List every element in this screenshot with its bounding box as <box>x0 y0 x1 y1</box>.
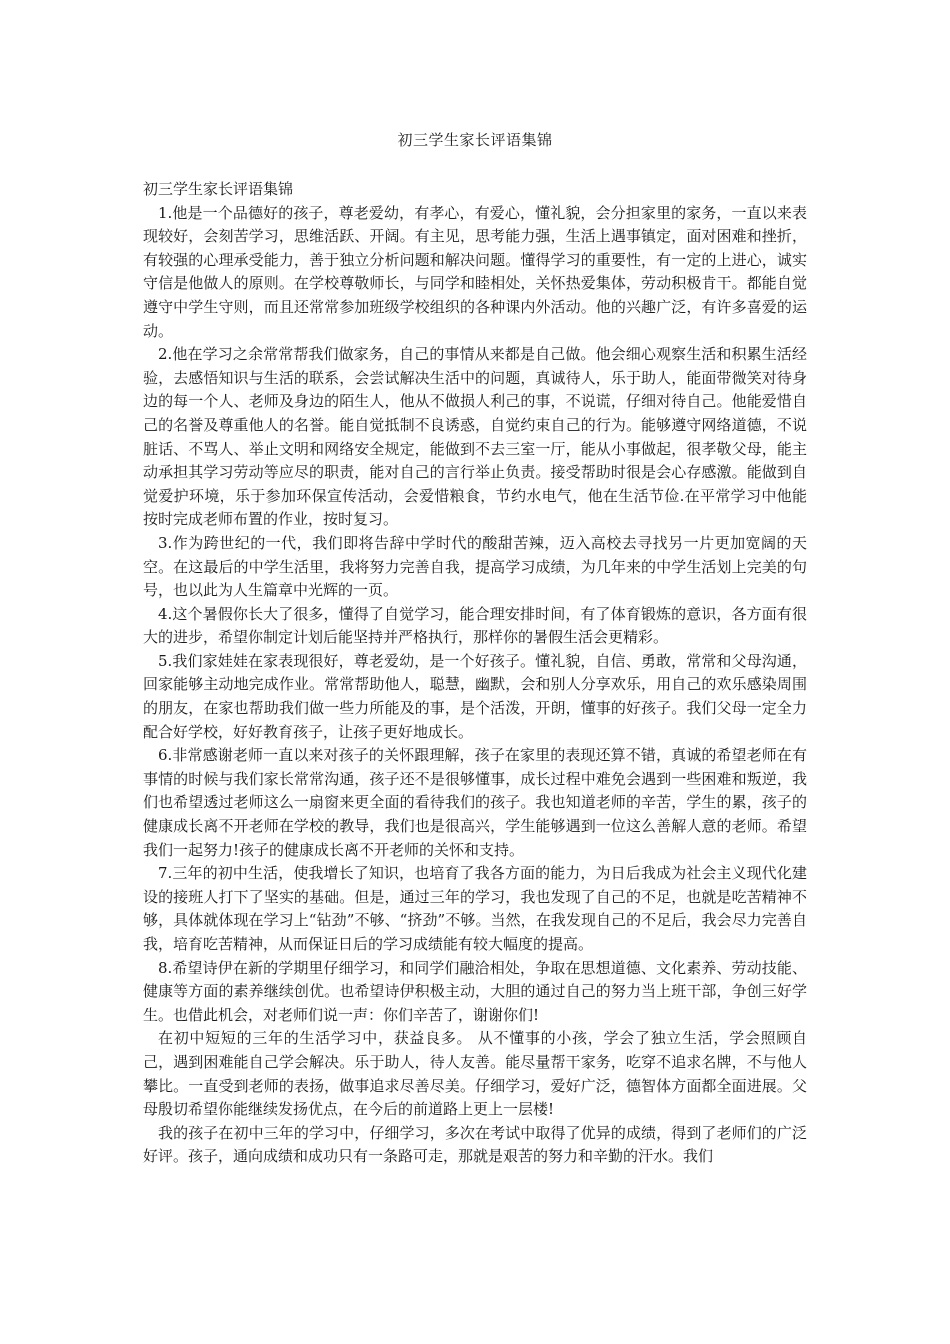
paragraph-2: 2.他在学习之余常常帮我们做家务，自己的事情从来都是自己做。他会细心观察生活和积累生活经验，去感悟知识与生活的联系，会尝试解决生活中的问题，真诚待人，乐于助人，能面带微笑对待身边的每一个人、老师及身边的陌生人，他从不做损人利己的事，不说谎，仔细对待自己。他能爱惜自己的名誉及尊重他人的名誉。能自觉抵制不良诱惑，自觉约束自己的行为。能够遵守网络道德，不说脏话、不骂人、举止文明和网络安全规定，能做到不去三室一厅，能从小事做起，很孝敬父母，能主动承担其学习劳动等应尽的职责，能对自己的言行举止负责。接受帮助时很是会心存感激。能做到自觉爱护环境，乐于参加环保宣传活动，会爱惜粮食，节约水电气，他在生活节俭.在平常学习中他能按时完成老师布置的作业，按时复习。 <box>143 345 807 529</box>
paragraph-6: 6.非常感谢老师一直以来对孩子的关怀跟理解，孩子在家里的表现还算不错，真诚的希望老师在有事情的时候与我们家长常常沟通，孩子还不是很够懂事，成长过程中难免会遇到一些困难和叛逆，我们也希望透过老师这么一扇窗来更全面的看待我们的孩子。我也知道老师的辛苦，学生的累，孩子的健康成长离不开老师在学校的教导，我们也是很高兴，学生能够遇到一位这么善解人意的老师。希望我们一起努力!孩子的健康成长离不开老师的关怀和支持。 <box>143 746 807 859</box>
paragraph-8: 8.希望诗伊在新的学期里仔细学习，和同学们融洽相处，争取在思想道德、文化素养、劳动技能、健康等方面的素养继续创优。也希望诗伊积极主动，大胆的通过自己的努力当上班干部，争创三好学生。也借此机会，对老师们说一声：你们辛苦了，谢谢你们! <box>143 958 807 1024</box>
paragraph-10: 我的孩子在初中三年的学习中，仔细学习，多次在考试中取得了优异的成绩，得到了老师们的广泛好评。孩子，通向成绩和成功只有一条路可走，那就是艰苦的努力和辛勤的汗水。我们 <box>143 1123 807 1166</box>
paragraph-3: 3.作为跨世纪的一代，我们即将告辞中学时代的酸甜苦辣，迈入高校去寻找另一片更加宽阔的天空。在这最后的中学生活里，我将努力完善自我，提高学习成绩，为几年来的中学生活划上完美的句号，也以此为人生篇章中光辉的一页。 <box>143 533 807 600</box>
paragraph-1: 1.他是一个品德好的孩子，尊老爱幼，有孝心，有爱心，懂礼貌，会分担家里的家务，一直以来表现较好，会刻苦学习，思维活跃、开阔。有主见，思考能力强，生活上遇事镇定，面对困难和挫折，有较强的心理承受能力，善于独立分析问题和解决问题。懂得学习的重要性，有一定的上进心，诚实守信是他做人的原则。在学校尊敬师长，与同学和睦相处，关怀热爱集体，劳动积极肯干。都能自觉遵守中学生守则，而且还常常参加班级学校组织的各种课内外活动。他的兴趣广泛，有许多喜爱的运动。 <box>143 203 807 340</box>
document-title: 初三学生家长评语集锦 <box>397 131 553 149</box>
paragraph-5: 5.我们家娃娃在家表现很好，尊老爱幼，是一个好孩子。懂礼貌，自信、勇敢，常常和父母沟通，回家能够主动地完成作业。常常帮助他人，聪慧，幽默，会和别人分享欢乐，用自己的欢乐感染周围的朋友，在家也帮助我们做一些力所能及的事，是个活泼，开朗，懂事的好孩子。我们父母一定全力配合好学校，好好教育孩子，让孩子更好地成长。 <box>143 651 807 741</box>
paragraph-9: 在初中短短的三年的生活学习中，获益良多。 从不懂事的小孩，学会了独立生活，学会照顾自己，遇到困难能自己学会解决。乐于助人，待人友善。能尽量帮干家务，吃穿不追求名牌，不与他人攀比。一直受到老师的表扬，做事追求尽善尽美。仔细学习，爱好广泛，德智体方面都全面进展。父母殷切希望你能继续发扬优点，在今后的前道路上更上一层楼! <box>143 1029 807 1119</box>
document-subtitle: 初三学生家长评语集锦 <box>143 180 294 198</box>
paragraph-7: 7.三年的初中生活，使我增长了知识，也培育了我各方面的能力，为日后我成为社会主义现代化建设的接班人打下了坚实的基础。但是，通过三年的学习，我也发现了自己的不足，也就是吃苦精神不够，具体就体现在学习上“钻劲”不够、“挤劲”不够。当然，在我发现自己的不足后，我会尽力完善自我，培育吃苦精神，从而保证日后的学习成绩能有较大幅度的提高。 <box>143 864 807 953</box>
document-body <box>143 178 807 1169</box>
paragraph-4: 4.这个暑假你长大了很多，懂得了自觉学习，能合理安排时间，有了体育锻炼的意识，各方面有很大的进步，希望你制定计划后能坚持并严格执行，那样你的暑假生活会更精彩。 <box>143 604 807 647</box>
